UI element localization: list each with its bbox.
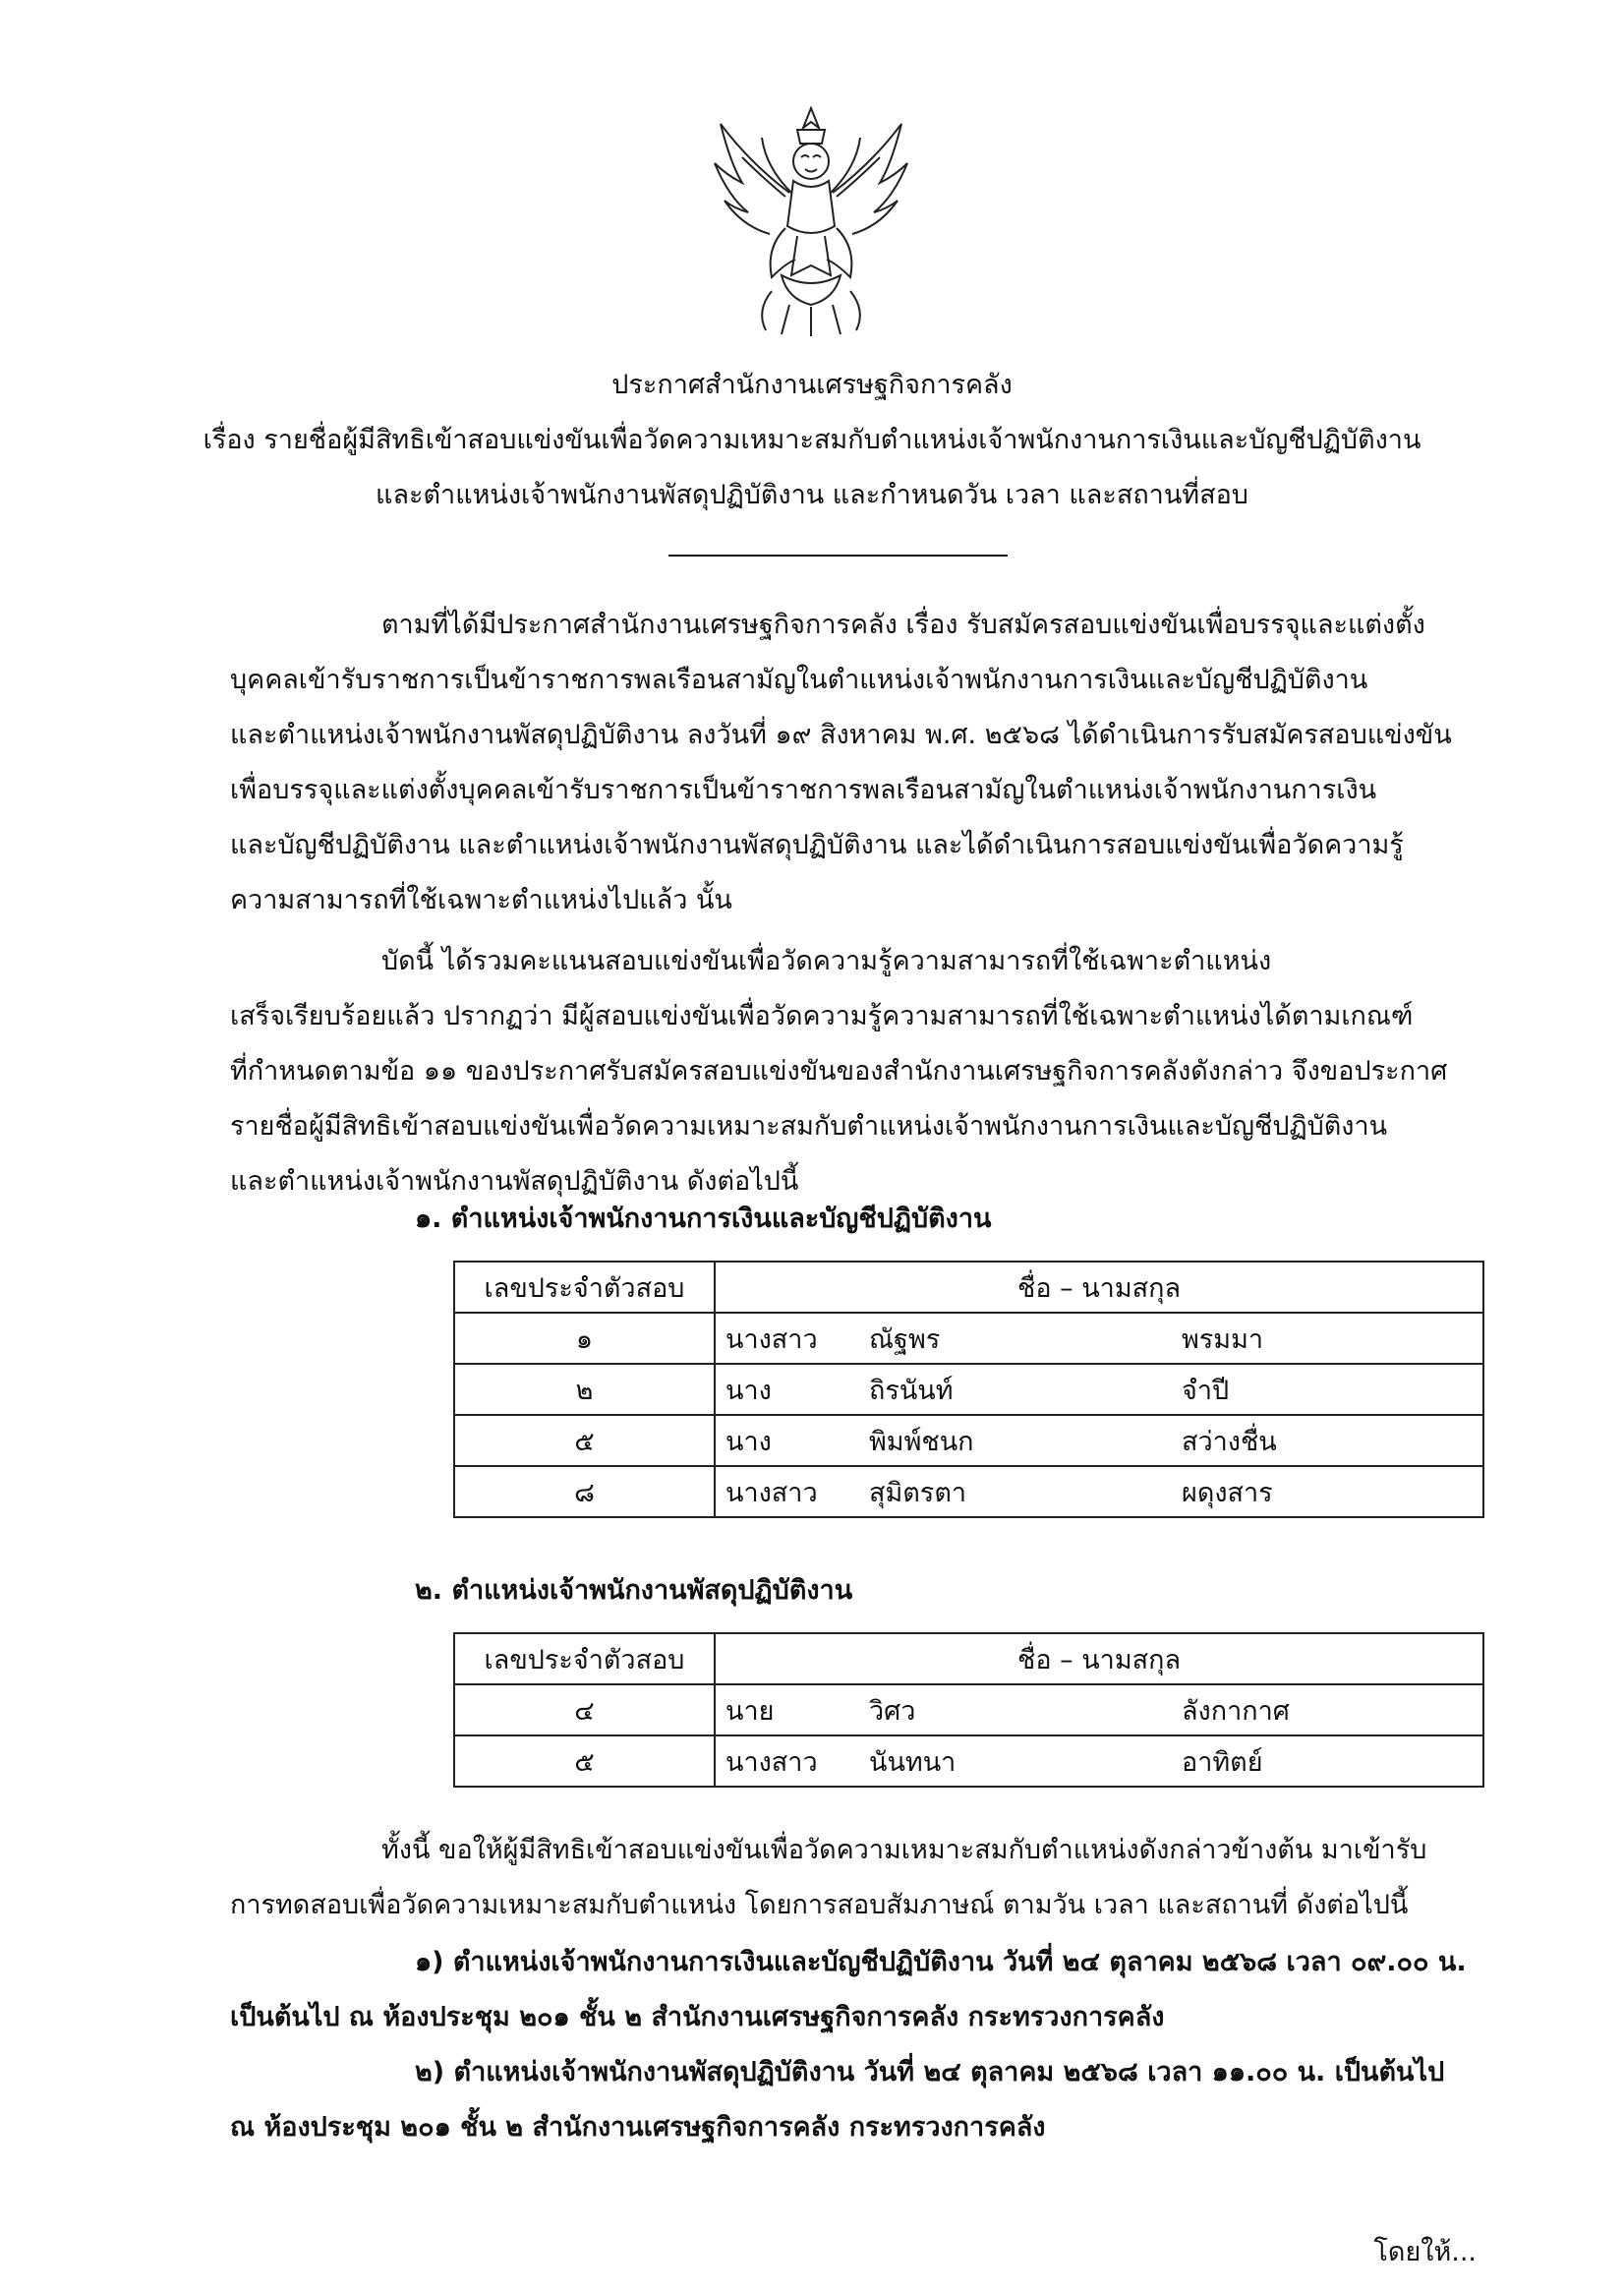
exam-id: ๒ <box>454 1364 715 1415</box>
table-row <box>454 1735 1483 1787</box>
para2-line: และตำแหน่งเจ้าพนักงานพัสดุปฏิบัติงาน ดังต่อไปนี้ <box>230 1166 799 1197</box>
exam-id: ๘ <box>454 1466 715 1517</box>
name-title: นางสาว <box>715 1313 859 1364</box>
section2-heading: ๒. ตำแหน่งเจ้าพนักงานพัสดุปฏิบัติงาน <box>415 1575 853 1606</box>
last-name: ผดุงสาร <box>1172 1466 1483 1517</box>
name-title: นางสาว <box>715 1735 859 1787</box>
first-name: สุมิตรตา <box>859 1466 1172 1517</box>
col-name-header: ชื่อ – นามสกุล <box>715 1633 1483 1684</box>
first-name: นันทนา <box>859 1735 1172 1787</box>
table-row <box>454 1313 1483 1364</box>
exam-id: ๑ <box>454 1313 715 1364</box>
first-name: วิศว <box>859 1684 1172 1735</box>
table-header-row <box>454 1262 1483 1313</box>
section2-table <box>453 1632 1484 1788</box>
table-row <box>454 1415 1483 1466</box>
header-divider <box>668 555 1008 557</box>
table-row <box>454 1466 1483 1517</box>
para1-line: ความสามารถที่ใช้เฉพาะตำแหน่งไปแล้ว นั้น <box>230 885 732 915</box>
para1-line: เพื่อบรรจุและแต่งตั้งบุคคลเข้ารับราชการเป็นข้าราชการพลเรือนสามัญในตำแหน่งเจ้าพนักงานการเงิน <box>230 775 1377 805</box>
last-name: จำปี <box>1172 1364 1483 1415</box>
last-name: พรมมา <box>1172 1313 1483 1364</box>
para1-line: และตำแหน่งเจ้าพนักงานพัสดุปฏิบัติงาน ลงวันที่ ๑๙ สิงหาคม พ.ศ. ๒๕๖๘ ได้ดำเนินการรับสมัครสอบแข่งขัน <box>230 720 1452 750</box>
para1-line: และบัญชีปฏิบัติงาน และตำแหน่งเจ้าพนักงานพัสดุปฏิบัติงาน และได้ดำเนินการสอบแข่งขันเพื่อวัดความรู้ <box>230 830 1404 860</box>
exam-id: ๕ <box>454 1735 715 1787</box>
para1-line: ตามที่ได้มีประกาศสำนักงานเศรษฐกิจการคลัง เรื่อง รับสมัครสอบแข่งขันเพื่อบรรจุและแต่งตั้ง <box>381 610 1425 640</box>
garuda-emblem-icon <box>703 98 919 339</box>
table-row <box>454 1364 1483 1415</box>
schedule-item-2: ๒) ตำแหน่งเจ้าพนักงานพัสดุปฏิบัติงาน วันที่ ๒๔ ตุลาคม ๒๕๖๘ เวลา ๑๑.๐๐ น. เป็นต้นไป <box>415 2057 1445 2087</box>
para3-line: ทั้งนี้ ขอให้ผู้มีสิทธิเข้าสอบแข่งขันเพื่อวัดความเหมาะสมกับตำแหน่งดังกล่าวข้างต้น มาเข้ารับ <box>381 1835 1427 1865</box>
para2-line: ที่กำหนดตามข้อ ๑๑ ของประกาศรับสมัครสอบแข่งขันของสำนักงานเศรษฐกิจการคลังดังกล่าว จึงขอประกาศ <box>230 1056 1448 1087</box>
para2-line: เสร็จเรียบร้อยแล้ว ปรากฏว่า มีผู้สอบแข่งขันเพื่อวัดความรู้ความสามารถที่ใช้เฉพาะตำแหน่งได้ตามเกณฑ์ <box>230 1001 1414 1031</box>
schedule-item-1-cont: เป็นต้นไป ณ ห้องประชุม ๒๐๑ ชั้น ๒ สำนักงานเศรษฐกิจการคลัง กระทรวงการคลัง <box>230 2002 1165 2032</box>
table-row <box>454 1684 1483 1735</box>
para2-line: บัดนี้ ได้รวมคะแนนสอบแข่งขันเพื่อวัดความรู้ความสามารถที่ใช้เฉพาะตำแหน่ง <box>381 946 1272 976</box>
para3-line: การทดสอบเพื่อวัดความเหมาะสมกับตำแหน่ง โดยการสอบสัมภาษณ์ ตามวัน เวลา และสถานที่ ดังต่อไปนี้ <box>230 1890 1409 1920</box>
name-title: นาง <box>715 1415 859 1466</box>
table-header-row <box>454 1633 1483 1684</box>
schedule-item-2-cont: ณ ห้องประชุม ๒๐๑ ชั้น ๒ สำนักงานเศรษฐกิจการคลัง กระทรวงการคลัง <box>230 2112 1046 2143</box>
para2-line: รายชื่อผู้มีสิทธิเข้าสอบแข่งขันเพื่อวัดความเหมาะสมกับตำแหน่งเจ้าพนักงานการเงินและบัญชีปฏิบัติงาน <box>230 1111 1388 1142</box>
last-name: อาทิตย์ <box>1172 1735 1483 1787</box>
section1-heading: ๑. ตำแหน่งเจ้าพนักงานการเงินและบัญชีปฏิบัติงาน <box>415 1204 992 1234</box>
announcement-subject-cont: และตำแหน่งเจ้าพนักงานพัสดุปฏิบัติงาน และกำหนดวัน เวลา และสถานที่สอบ <box>376 480 1248 510</box>
section1-table <box>453 1261 1484 1518</box>
exam-id: ๕ <box>454 1415 715 1466</box>
para1-line: บุคคลเข้ารับราชการเป็นข้าราชการพลเรือนสามัญในตำแหน่งเจ้าพนักงานการเงินและบัญชีปฏิบัติงาน <box>230 665 1368 695</box>
last-name: ลังกากาศ <box>1172 1684 1483 1735</box>
schedule-item-1: ๑) ตำแหน่งเจ้าพนักงานการเงินและบัญชีปฏิบัติงาน วันที่ ๒๔ ตุลาคม ๒๕๖๘ เวลา ๐๙.๐๐ น. <box>415 1947 1467 1977</box>
continuation-note: โดยให้... <box>1373 2237 1477 2267</box>
name-title: นาย <box>715 1684 859 1735</box>
announcement-subject: เรื่อง รายชื่อผู้มีสิทธิเข้าสอบแข่งขันเพื่อวัดความเหมาะสมกับตำแหน่งเจ้าพนักงานการเงินและบัญชีปฏิบัติงาน <box>203 425 1421 455</box>
col-id-header: เลขประจำตัวสอบ <box>454 1262 715 1313</box>
announcement-title: ประกาศสำนักงานเศรษฐกิจการคลัง <box>611 370 1013 400</box>
name-title: นางสาว <box>715 1466 859 1517</box>
first-name: ณัฐพร <box>859 1313 1172 1364</box>
name-title: นาง <box>715 1364 859 1415</box>
col-name-header: ชื่อ – นามสกุล <box>715 1262 1483 1313</box>
first-name: ถิรนันท์ <box>859 1364 1172 1415</box>
exam-id: ๔ <box>454 1684 715 1735</box>
first-name: พิมพ์ชนก <box>859 1415 1172 1466</box>
last-name: สว่างชื่น <box>1172 1415 1483 1466</box>
col-id-header: เลขประจำตัวสอบ <box>454 1633 715 1684</box>
